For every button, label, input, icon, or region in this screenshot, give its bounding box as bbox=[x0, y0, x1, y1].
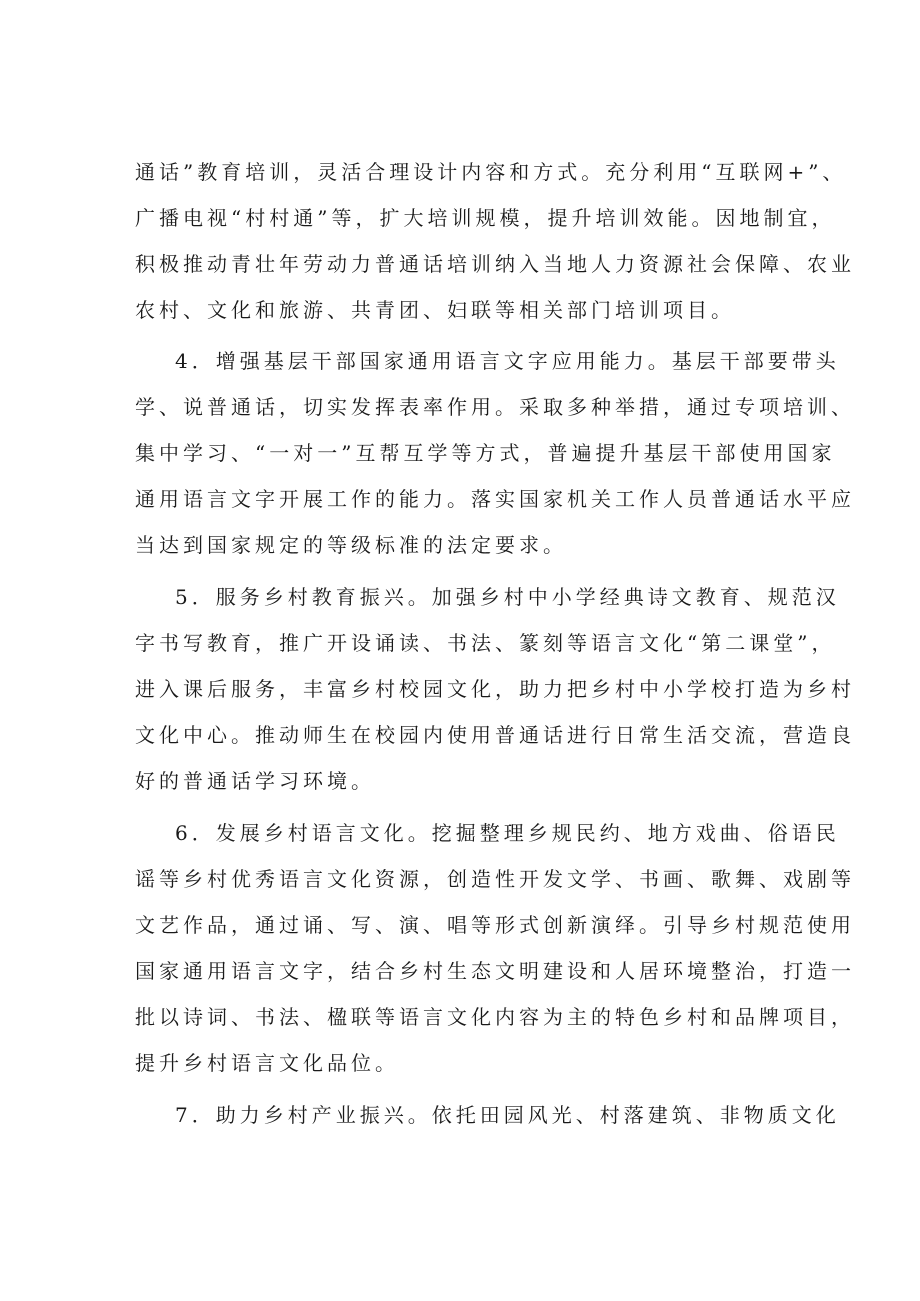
section-6-heading-line: 6．发展乡村语言文化。挖掘整理乡规民约、地方戏曲、俗语民 bbox=[175, 821, 840, 845]
paragraph-line: 农村、文化和旅游、共青团、妇联等相关部门培训项目。 bbox=[135, 298, 735, 322]
paragraph-line: 进入课后服务，丰富乡村校园文化，助力把乡村中小学校打造为乡村 bbox=[135, 677, 855, 701]
paragraph-line: 好的普通话学习环境。 bbox=[135, 769, 375, 793]
paragraph-line: 国家通用语言文字，结合乡村生态文明建设和人居环境整治，打造一 bbox=[135, 959, 855, 983]
section-7-heading-line: 7．助力乡村产业振兴。依托田园风光、村落建筑、非物质文化 bbox=[175, 1103, 840, 1127]
paragraph-line: 集中学习、“一对一”互帮互学等方式，普遍提升基层干部使用国家 bbox=[135, 441, 836, 465]
paragraph-line: 文化中心。推动师生在校园内使用普通话进行日常生活交流，营造良 bbox=[135, 723, 855, 747]
paragraph-line: 批以诗词、书法、楹联等语言文化内容为主的特色乡村和品牌项目， bbox=[135, 1005, 855, 1029]
paragraph-line: 提升乡村语言文化品位。 bbox=[135, 1051, 399, 1075]
paragraph-line: 文艺作品，通过诵、写、演、唱等形式创新演绎。引导乡村规范使用 bbox=[135, 913, 855, 937]
paragraph-line: 谣等乡村优秀语言文化资源，创造性开发文学、书画、歌舞、戏剧等 bbox=[135, 867, 855, 891]
paragraph-line: 通用语言文字开展工作的能力。落实国家机关工作人员普通话水平应 bbox=[135, 487, 855, 511]
paragraph-line: 广播电视“村村通”等，扩大培训规模，提升培训效能。因地制宜， bbox=[135, 206, 836, 230]
section-5-heading-line: 5．服务乡村教育振兴。加强乡村中小学经典诗文教育、规范汉 bbox=[175, 585, 840, 609]
paragraph-line: 通话”教育培训，灵活合理设计内容和方式。充分利用“互联网+”、 bbox=[135, 160, 847, 184]
paragraph-line: 字书写教育，推广开设诵读、书法、篆刻等语言文化“第二课堂”， bbox=[135, 631, 836, 655]
paragraph-line: 当达到国家规定的等级标准的法定要求。 bbox=[135, 533, 567, 557]
paragraph-line: 学、说普通话，切实发挥表率作用。采取多种举措，通过专项培训、 bbox=[135, 395, 855, 419]
paragraph-line: 积极推动青壮年劳动力普通话培训纳入当地人力资源社会保障、农业 bbox=[135, 252, 855, 276]
section-4-heading-line: 4．增强基层干部国家通用语言文字应用能力。基层干部要带头 bbox=[175, 349, 840, 373]
